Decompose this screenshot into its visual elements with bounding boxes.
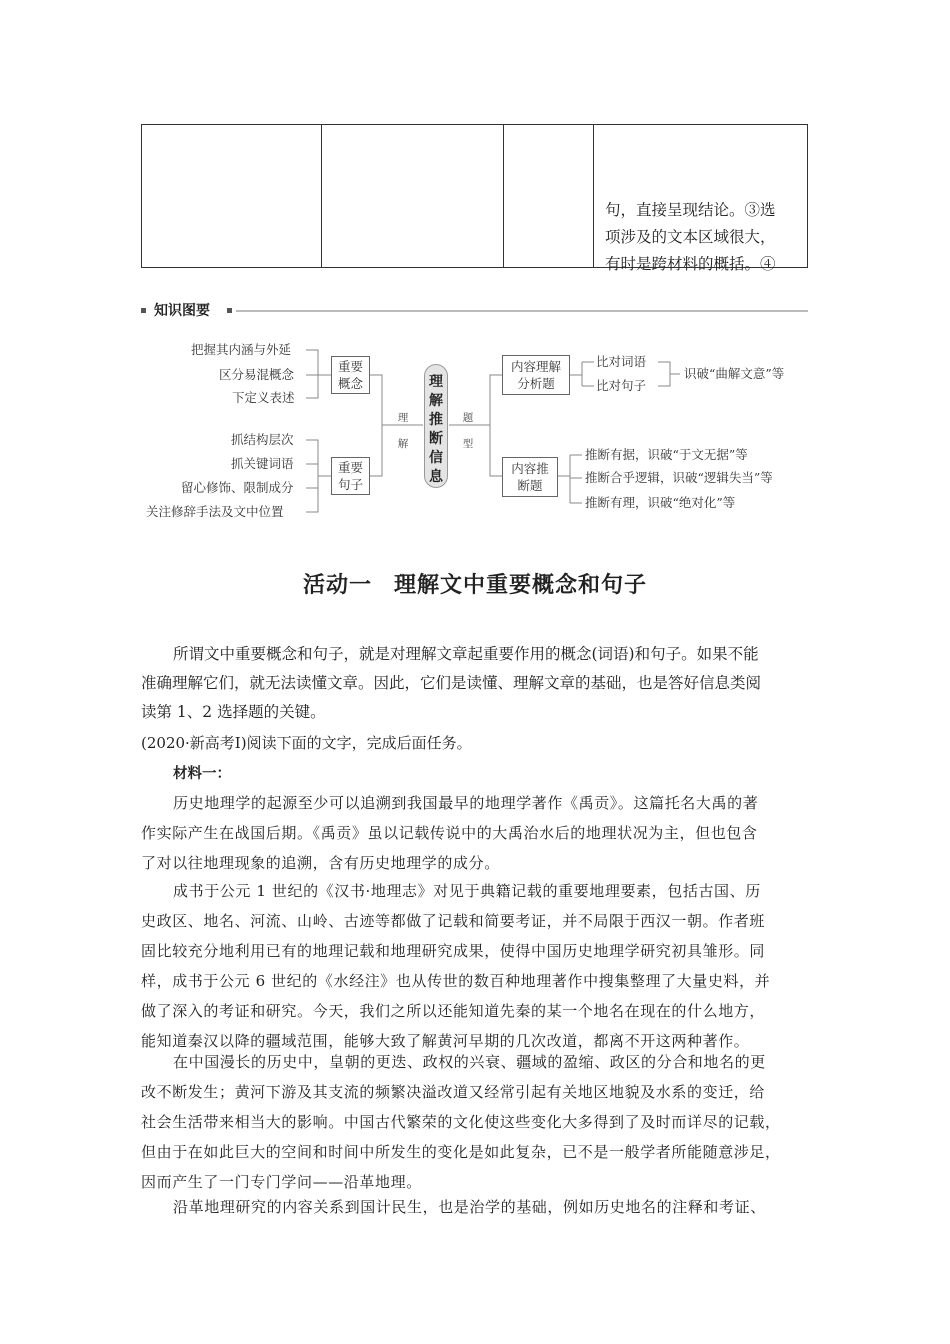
mindmap-connectors	[0, 0, 950, 530]
mindmap-item: 比对词语	[596, 354, 647, 369]
text-line: 作实际产生在战国后期。《禹贡》虽以记载传说中的大禹治水后的地理状况为主，但也包含	[141, 824, 758, 842]
mindmap-item: 把握其内涵与外延	[191, 342, 292, 357]
text-line: 在中国漫长的历史中，皇朝的更迭、政权的兴衰、疆域的盈缩、政区的分合和地名的更	[173, 1053, 766, 1071]
mindmap-item: 抓关键词语	[231, 456, 294, 471]
mindmap-item: 比对句子	[596, 378, 647, 393]
mindmap-node-analysis: 内容理解 分析题	[502, 355, 570, 395]
source-line: (2020·新高考Ⅰ)阅读下面的文字，完成后面任务。	[141, 734, 472, 752]
text-line: 了对以往地理现象的追溯，含有历史地理学的成分。	[141, 854, 500, 872]
material-paragraph	[141, 1192, 821, 1222]
material-paragraph	[141, 876, 821, 1056]
material-paragraph	[141, 1047, 821, 1197]
section-title: 知识图要	[154, 303, 210, 319]
text-line: 准确理解它们，就无法读懂文章。因此，它们是读懂、理解文章的基础，也是答好信息类阅	[141, 674, 762, 692]
mindmap-center-node: 理 解 推 断 信 息	[424, 364, 448, 488]
intro-paragraph	[141, 640, 821, 727]
mindmap-node-sentence: 重要 句子	[331, 457, 370, 495]
table-cell-line: 项涉及的文本区域很大，	[605, 228, 776, 246]
text-line: 成书于公元 1 世纪的《汉书·地理志》对见于典籍记载的重要地理要素，包括古国、历	[173, 882, 761, 900]
mindmap-item: 推断有理，识破“绝对化”等	[585, 495, 736, 510]
mindmap-item: 区分易混概念	[219, 367, 295, 382]
mindmap-item: 抓结构层次	[231, 432, 294, 447]
mindmap-edge-label: 题 型	[462, 412, 474, 450]
text-line: 但由于在如此巨大的空间和时间中所发生的变化是如此复杂，已不是一般学者所能随意涉足，	[141, 1143, 781, 1161]
text-line: 沿革地理研究的内容关系到国计民生，也是治学的基础，例如历史地名的注释和考证、	[173, 1198, 766, 1216]
table-cell-line: 句，直接呈现结论。③选	[605, 201, 776, 219]
mindmap-node-inference: 内容推 断题	[502, 457, 558, 497]
material-paragraph	[141, 788, 821, 878]
activity-heading: 理解文中重要概念和句子	[394, 573, 648, 598]
text-line: 改不断发生；黄河下游及其支流的频繁决溢改道又经常引起有关地区地貌及水系的变迁，给	[141, 1083, 766, 1101]
mindmap-node-concept: 重要 概念	[331, 356, 370, 394]
text-line: 史政区、地名、河流、山岭、古迹等都做了记载和简要考证，并不局限于西汉一朝。作者班	[141, 912, 766, 930]
text-line: 社会生活带来相当大的影响。中国古代繁荣的文化使这些变化大多得到了及时而详尽的记载，	[141, 1113, 781, 1131]
text-line: 读第 1、2 选择题的关键。	[141, 703, 326, 721]
mindmap-edge-label: 理 解	[397, 412, 409, 450]
mindmap-item: 下定义表述	[232, 390, 295, 405]
text-line: 固比较充分地利用已有的地理记载和地理研究成果，使得中国历史地理学研究初具雏形。同	[141, 942, 766, 960]
text-line: 因而产生了一门专门学问——沿革地理。	[141, 1173, 422, 1191]
mindmap-conclusion: 识破“曲解文意”等	[684, 366, 785, 381]
mindmap-item: 关注修辞手法及文中位置	[146, 504, 284, 519]
text-line: 样，成书于公元 6 世纪的《水经注》也从传世的数百种地理著作中搜集整理了大量史料，并	[141, 972, 771, 990]
activity-title	[0, 568, 950, 599]
mindmap-item: 推断合乎逻辑，识破“逻辑失当”等	[585, 470, 773, 485]
text-line: 能知道秦汉以降的疆域范围，能够大致了解黄河早期的几次改道，都离不开这两种著作。	[141, 1032, 750, 1050]
mindmap-item: 留心修饰、限制成分	[181, 480, 294, 495]
text-line: 历史地理学的起源至少可以追溯到我国最早的地理学著作《禹贡》。这篇托名大禹的著	[173, 794, 759, 812]
activity-number: 活动一	[302, 573, 372, 598]
text-line: 做了深入的考证和研究。今天，我们之所以还能知道先秦的某一个地名在现在的什么地方，	[141, 1002, 766, 1020]
text-line: 所谓文中重要概念和句子，就是对理解文章起重要作用的概念(词语)和句子。如果不能	[173, 645, 759, 663]
material-label: 材料一：	[173, 765, 231, 782]
mindmap-item: 推断有据，识破“于文无据”等	[585, 447, 748, 462]
table-cell-line: 有时是跨材料的概括。④	[605, 255, 776, 273]
